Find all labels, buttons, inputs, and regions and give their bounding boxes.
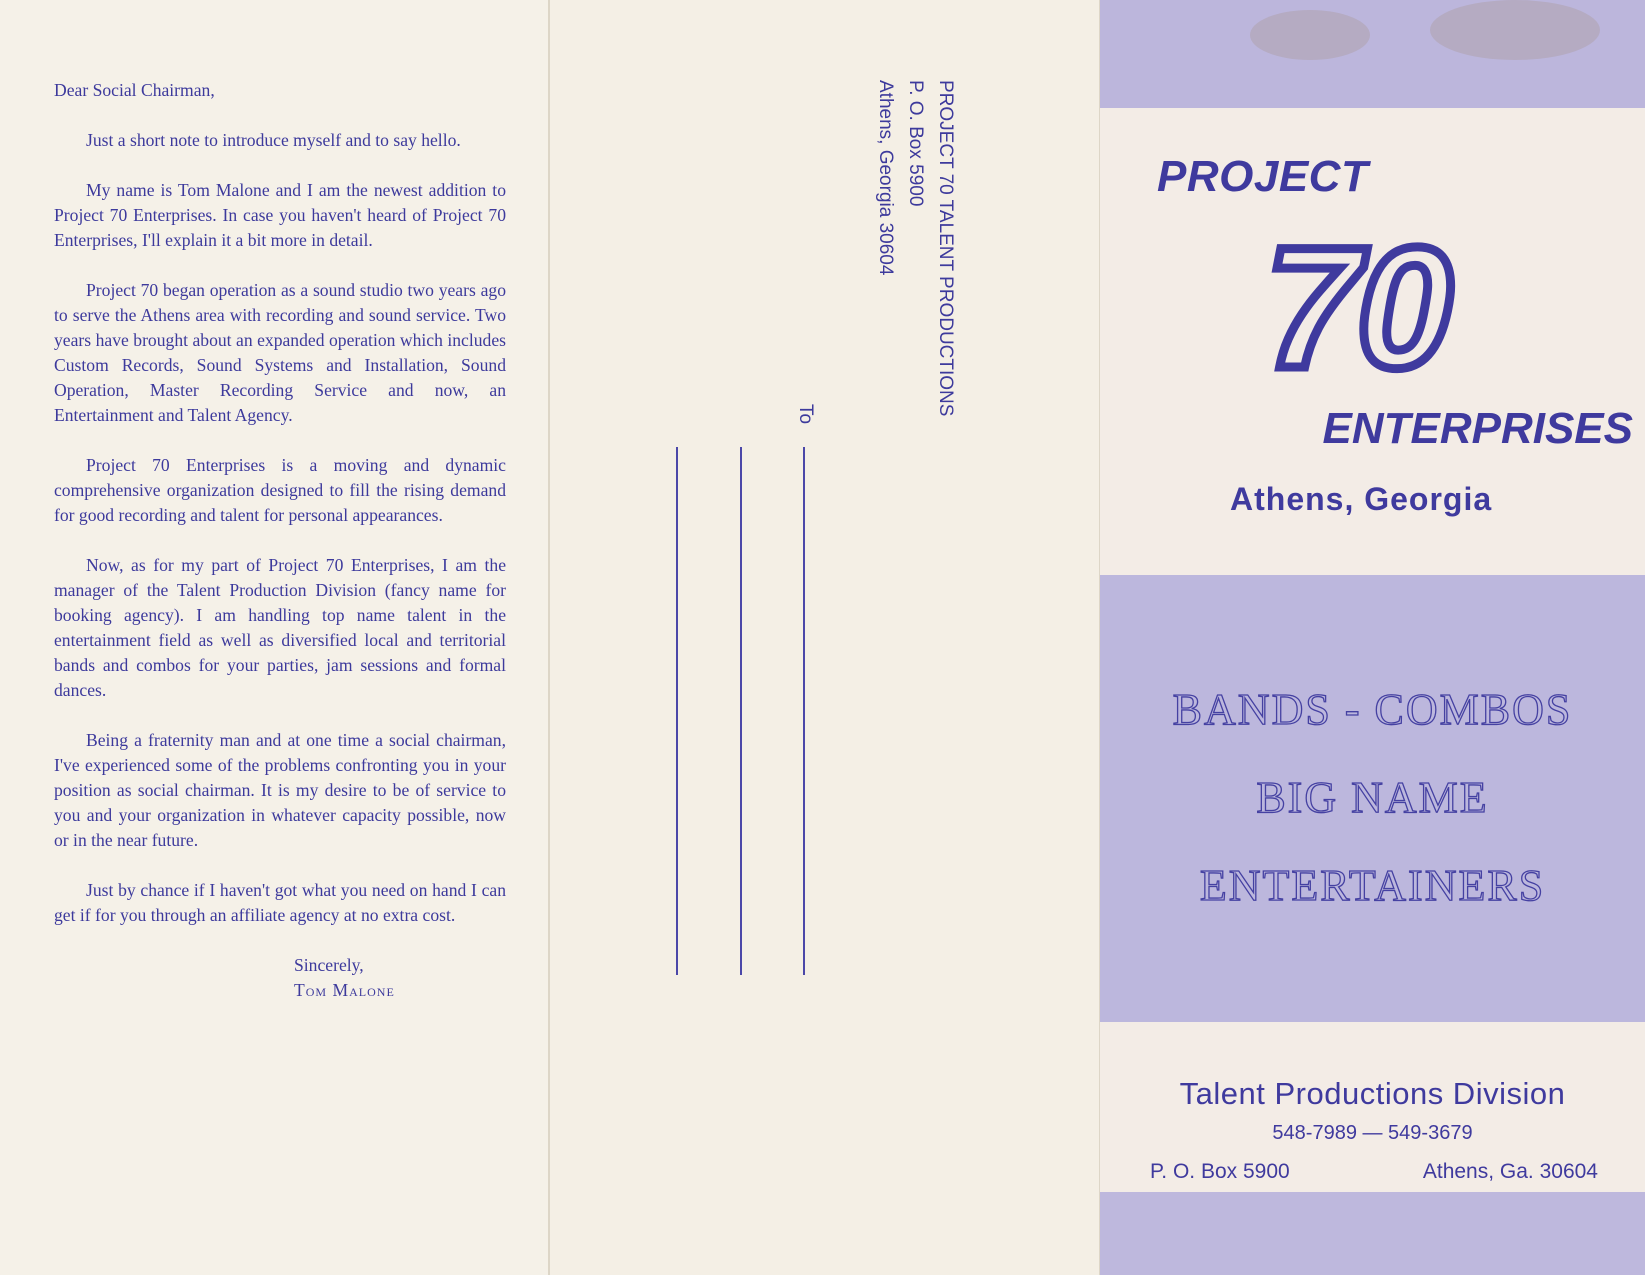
address-line	[740, 447, 742, 975]
letter-paragraph: Project 70 Enterprises is a moving and dynamic comprehensive organization designed to fill the rising demand for good recording and talent for personal appearances.	[54, 455, 506, 525]
letter-paragraph: Project 70 began operation as a sound studio two years ago to serve the Athens area with recording and sound service. Two years have brought about an expanded operation which includes Custom Records, Sound Systems and Installation, Sound Operation, Master Recording Service and now, an Entertainment and Talent Agency.	[54, 280, 506, 425]
paper-stain	[1430, 0, 1600, 60]
bottom-band	[1100, 1192, 1645, 1275]
service-line: BIG NAME	[1256, 773, 1489, 822]
return-address-line: PROJECT 70 TALENT PRODUCTIONS	[935, 80, 956, 417]
letter-closing-block	[294, 953, 506, 1003]
letter-paragraph: Just a short note to introduce myself and to say hello.	[86, 130, 461, 150]
address-line	[676, 447, 678, 975]
brand-project: PROJECT	[1157, 152, 1369, 201]
po-box: P. O. Box 5900	[1150, 1160, 1290, 1183]
letter-salutation: Dear Social Chairman,	[54, 80, 215, 100]
to-label: To	[795, 404, 816, 425]
letter-closing: Sincerely,	[294, 955, 364, 975]
phone-numbers: 548-7989 — 549-3679	[1272, 1122, 1473, 1144]
return-address-line: Athens, Georgia 30604	[875, 80, 896, 276]
letter-paragraph: Being a fraternity man and at one time a social chairman, I've experienced some of the problems confronting you in your position as social chairman. It is my desire to be of service to you and your organization in whatever capacity possible, now or in the near future.	[54, 730, 506, 850]
brand-number: 70	[1265, 212, 1449, 404]
return-address	[870, 80, 960, 416]
service-line: BANDS - COMBOS	[1172, 685, 1573, 734]
cover-panel	[1100, 0, 1645, 1275]
division-title: Talent Productions Division	[1179, 1076, 1566, 1111]
letter-paragraph: Now, as for my part of Project 70 Enterprises, I am the manager of the Talent Production Division (fancy name for booking agency). I am handling top name talent in the entertainment field as well as diversified local and territorial bands and combos for your parties, jam sessions and formal dances.	[54, 555, 506, 700]
paper-stain	[1250, 10, 1370, 60]
brand-location: Athens, Georgia	[1230, 481, 1493, 517]
letter-paragraph: My name is Tom Malone and I am the newest addition to Project 70 Enterprises. In case you haven't heard of Project 70 Enterprises, I'll explain it a bit more in detail.	[54, 180, 506, 250]
city-zip: Athens, Ga. 30604	[1422, 1160, 1598, 1183]
letter-paragraph: Just by chance if I haven't got what you need on hand I can get if for you through an affiliate agency at no extra cost.	[54, 880, 506, 925]
mailer-panel	[550, 0, 1099, 1275]
letter-body	[54, 78, 506, 1003]
service-line: ENTERTAINERS	[1199, 861, 1546, 910]
return-address-line: P. O. Box 5900	[905, 80, 926, 207]
letter-panel	[0, 0, 549, 1275]
brand-enterprises: ENTERPRISES	[1322, 404, 1633, 453]
address-line	[803, 447, 805, 975]
letter-signature: Tom Malone	[294, 980, 395, 1000]
